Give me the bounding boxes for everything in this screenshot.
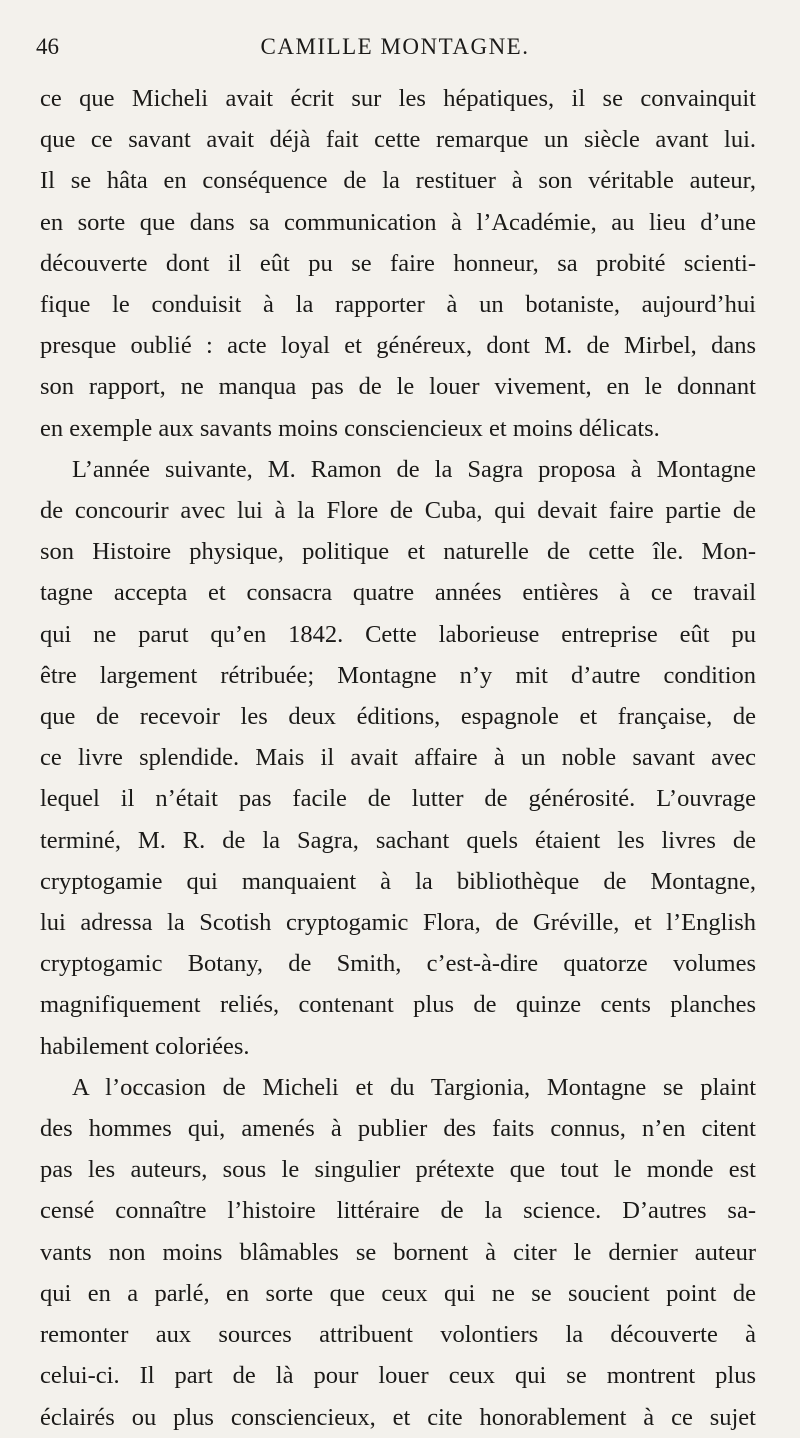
text-line: celui-ci. Il part de là pour louer ceux qui se montrent plus xyxy=(40,1362,756,1390)
running-head xyxy=(36,30,754,70)
text-line: tagne accepta et consacra quatre années entières à ce travail xyxy=(40,579,756,607)
text-line: Il se hâta en conséquence de la restituer à son véritable auteur, xyxy=(40,167,756,195)
text-line: de concourir avec lui à la Flore de Cuba, qui devait faire partie de xyxy=(40,497,756,525)
page-body xyxy=(40,78,756,1438)
paragraph-1 xyxy=(40,78,756,449)
text-line: découverte dont il eût pu se faire honneur, sa probité scienti- xyxy=(40,249,756,277)
text-line: L’année suivante, M. Ramon de la Sagra proposa à Montagne xyxy=(72,455,756,483)
text-line: qui en a parlé, en sorte que ceux qui ne se soucient point de xyxy=(40,1279,756,1307)
text-line: cryptogamic Botany, de Smith, c’est-à-dire quatorze volumes xyxy=(40,950,756,978)
text-line: son Histoire physique, politique et naturelle de cette île. Mon- xyxy=(40,538,756,566)
text-line: presque oublié : acte loyal et généreux, dont M. de Mirbel, dans xyxy=(40,332,756,360)
text-line: vants non moins blâmables se bornent à citer le dernier auteur xyxy=(40,1238,756,1266)
text-line: lui adressa la Scotish cryptogamic Flora, de Gréville, et l’English xyxy=(40,909,756,937)
running-title: CAMILLE MONTAGNE. xyxy=(260,34,530,59)
text-line: pas les auteurs, sous le singulier prétexte que tout le monde est xyxy=(40,1156,756,1184)
text-line: en exemple aux savants moins consciencieux et moins délicats. xyxy=(40,414,660,442)
text-line: être largement rétribuée; Montagne n’y mit d’autre condition xyxy=(40,661,756,689)
text-line: ce livre splendide. Mais il avait affaire à un noble savant avec xyxy=(40,744,756,772)
text-line: cryptogamie qui manquaient à la bibliothèque de Montagne, xyxy=(40,867,756,895)
text-line: lequel il n’était pas facile de lutter de générosité. L’ouvrage xyxy=(40,785,756,813)
paragraph-2 xyxy=(40,449,756,1067)
text-line: habilement coloriées. xyxy=(40,1032,250,1060)
text-line: qui ne parut qu’en 1842. Cette laborieuse entreprise eût pu xyxy=(40,620,756,648)
text-line: remonter aux sources attribuent volontiers la découverte à xyxy=(40,1321,756,1349)
text-line: censé connaître l’histoire littéraire de la science. D’autres sa- xyxy=(40,1197,756,1225)
text-line: terminé, M. R. de la Sagra, sachant quels étaient les livres de xyxy=(40,826,756,854)
text-line: que de recevoir les deux éditions, espagnole et française, de xyxy=(40,703,756,731)
text-line: A l’occasion de Micheli et du Targionia, Montagne se plaint xyxy=(72,1073,756,1101)
text-line: son rapport, ne manqua pas de le louer vivement, en le donnant xyxy=(40,373,756,401)
text-line: ce que Micheli avait écrit sur les hépatiques, il se convainquit xyxy=(40,85,756,112)
text-line: des hommes qui, amenés à publier des faits connus, n’en citent xyxy=(40,1115,756,1143)
paragraph-3 xyxy=(40,1067,756,1438)
text-line: en sorte que dans sa communication à l’Académie, au lieu d’une xyxy=(40,208,756,236)
page-number: 46 xyxy=(36,34,59,59)
text-line: que ce savant avait déjà fait cette remarque un siècle avant lui. xyxy=(40,126,756,154)
text-line: éclairés ou plus consciencieux, et cite honorablement à ce sujet xyxy=(40,1403,756,1431)
text-line: magnifiquement reliés, contenant plus de quinze cents planches xyxy=(40,991,756,1019)
text-line: fique le conduisit à la rapporter à un botaniste, aujourd’hui xyxy=(40,291,756,319)
